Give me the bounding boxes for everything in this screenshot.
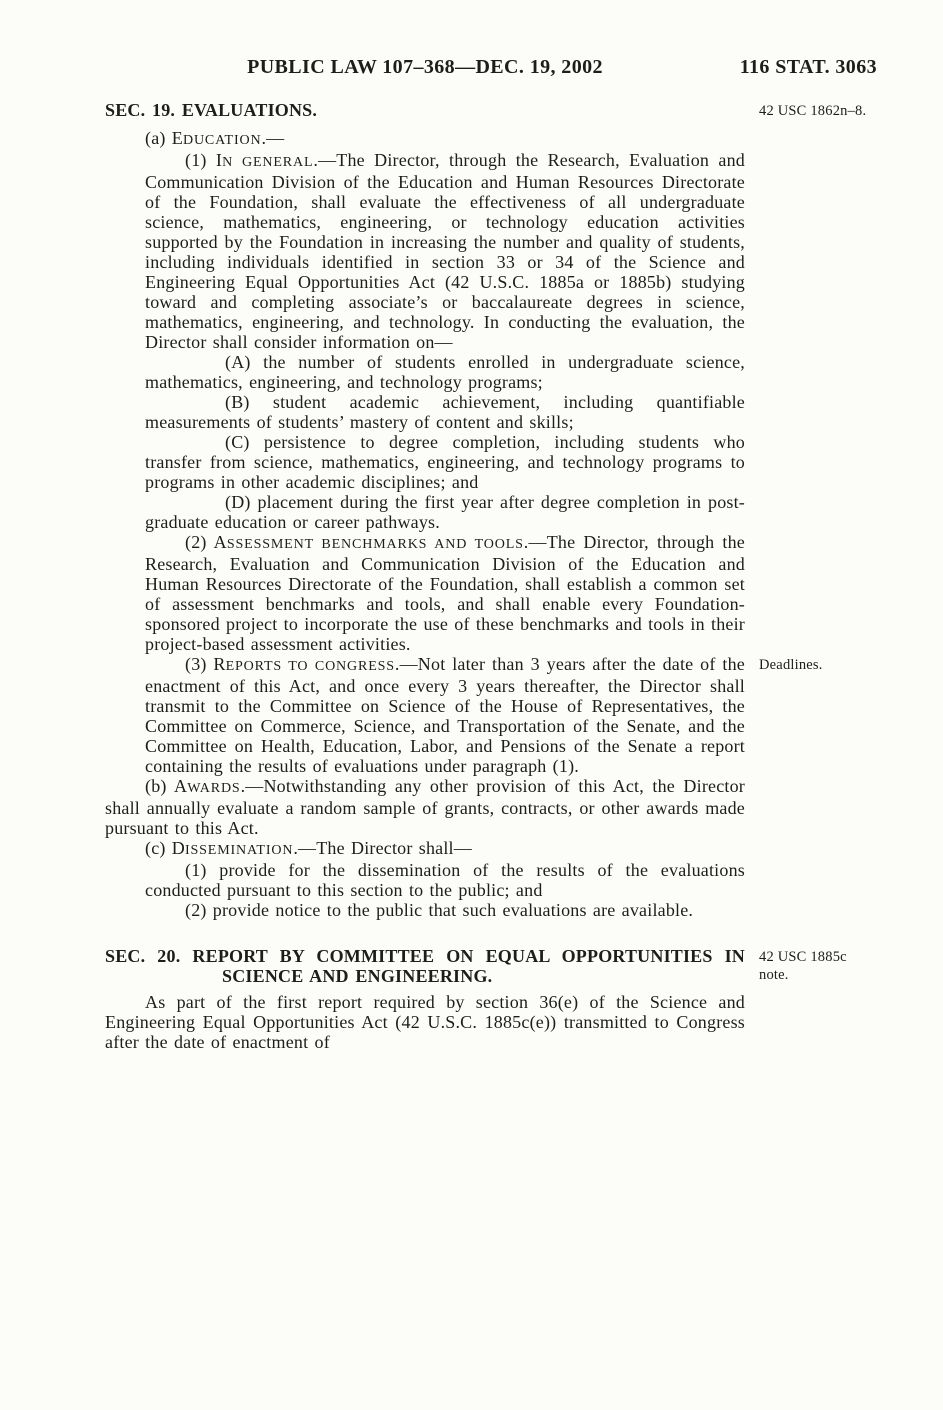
deadlines-note-cell xyxy=(759,654,877,776)
paragraph-a1-row xyxy=(105,150,877,352)
paragraph-a3 xyxy=(145,654,745,776)
law-title: PUBLIC LAW 107–368—DEC. 19, 2002 xyxy=(247,56,603,78)
small-caps-run: EPORTS TO CONGRESS xyxy=(225,658,395,674)
small-caps-run: DUCATION xyxy=(182,132,262,148)
paragraph-a1-cell xyxy=(105,150,745,352)
paragraph-a3-row xyxy=(105,654,877,776)
para-tail: .—Not later than 3 years after the date of the enactment of this Act, and once every 3 years thereafter, the Director shall transmit to the Committee on Science of the House of Representatives, the Committee on Commerce, Science, and Transportation of the Senate, and the Committee on Health, Education, Labor, and Pensions of the Senate a report containing the results of evaluations under paragraph (1). xyxy=(145,654,745,776)
small-caps-run: SSESSMENT BENCHMARKS AND TOOLS xyxy=(226,536,524,552)
sec19-note-cell xyxy=(759,100,877,128)
subparagraph-a1C-row xyxy=(105,432,877,492)
margin-note-deadlines: Deadlines. xyxy=(759,657,823,673)
sec20-note-cell xyxy=(759,946,877,986)
paragraph-c2-cell xyxy=(105,900,745,920)
subparagraph-a1D-row xyxy=(105,492,877,532)
paragraph-c2-row xyxy=(105,900,877,920)
page-header xyxy=(0,56,943,82)
para-lead: (b) A xyxy=(145,776,188,796)
para-tail: .—Notwithstanding any other provision of this Act, the Director shall annually evaluate a random sample of grants, contracts, or other awards made pursuant to this Act. xyxy=(105,776,745,838)
document-body xyxy=(105,100,877,1052)
subparagraph-a1B-cell xyxy=(105,392,745,432)
para-lead: (3) R xyxy=(185,654,226,674)
para-tail: .—The Director shall— xyxy=(293,838,472,858)
margin-note-usc-1862n-8: 42 USC 1862n–8. xyxy=(759,103,867,119)
sec20-heading-line2: SCIENCE AND ENGINEERING. xyxy=(222,966,493,986)
paragraph-a3-cell xyxy=(105,654,745,776)
subsection-b-cell xyxy=(105,776,745,838)
subparagraph-a1B-row xyxy=(105,392,877,432)
subsection-b-row xyxy=(105,776,877,838)
para-tail: .— xyxy=(261,128,285,148)
sec20-body-cell xyxy=(105,992,745,1052)
sec19-heading-row xyxy=(105,100,877,128)
sec19-heading: SEC. 19. EVALUATIONS. xyxy=(105,100,318,120)
para-tail: .—The Director, through the Research, Evaluation and Communication Division of the Education and Human Resources Directorate of the Foundation, shall establish a common set of assessment benchmarks and tools, and shall enable every Foundation-sponsored project to incorporate the use of these benchmarks and tools in their project-based assessment activities. xyxy=(145,532,745,654)
para-lead: (c) D xyxy=(145,838,185,858)
subsection-a-row xyxy=(105,128,877,150)
paragraph-a2-cell xyxy=(105,532,745,654)
para-tail: .—The Director, through the Research, Evaluation and Communication Division of the Education and Human Resources Directorate of the Foundation, shall evaluate the effectiveness of all undergraduate science, mathematics, engineering, or technology education activities supported by the Foundation in increasing the number and quality of students, including individuals identified in section 33 or 34 of the Science and Engineering Equal Opportunities Act (42 U.S.C. 1885a or 1885b) studying toward and completing associate’s or baccalaureate degrees in science, mathematics, engineering, and technology. In conducting the evaluation, the Director shall consider information on— xyxy=(145,150,745,352)
subparagraph-a1D: (D) placement during the first year after degree completion in post-graduate education or career pathways. xyxy=(145,492,745,532)
margin-note-usc-1885c: 42 USC 1885c xyxy=(759,949,847,965)
paragraph-c1-cell xyxy=(105,860,745,900)
subparagraph-a1D-cell xyxy=(105,492,745,532)
paragraph-a2 xyxy=(145,532,745,654)
sec20-heading-line1: SEC. 20. REPORT BY COMMITTEE ON EQUAL OPPORTUNITIES IN xyxy=(105,946,745,966)
para-lead: (a) E xyxy=(145,128,183,148)
subparagraph-a1B: (B) student academic achievement, including quantifiable measurements of students’ mastery of content and skills; xyxy=(145,392,745,432)
stat-citation: 116 STAT. 3063 xyxy=(739,56,877,78)
subsection-c-row xyxy=(105,838,877,860)
subsection-b xyxy=(105,776,745,838)
paragraph-a2-row xyxy=(105,532,877,654)
subsection-a-cell xyxy=(105,128,745,150)
subparagraph-a1C: (C) persistence to degree completion, including students who transfer from science, mathematics, engineering, and technology programs to programs in other academic disciplines; and xyxy=(145,432,745,492)
para-lead: (1) I xyxy=(185,150,223,170)
small-caps-run: WARDS xyxy=(187,780,241,796)
subparagraph-a1A: (A) the number of students enrolled in undergraduate science, mathematics, engineering, and technology programs; xyxy=(145,352,745,392)
small-caps-run: ISSEMINATION xyxy=(184,842,294,858)
sec20-body-paragraph: As part of the first report required by section 36(e) of the Science and Engineering Equal Opportunities Act (42 U.S.C. 1885c(e)) transmitted to Congress after the date of enactment of xyxy=(105,992,745,1052)
paragraph-c1-row xyxy=(105,860,877,900)
subsection-c-cell xyxy=(105,838,745,860)
sec19-heading-cell xyxy=(105,100,745,128)
margin-note-usc-1885c-note: note. xyxy=(759,967,789,983)
subparagraph-a1A-row xyxy=(105,352,877,392)
sec20-body-row xyxy=(105,992,877,1052)
paragraph-a1 xyxy=(145,150,745,352)
paragraph-c1: (1) provide for the dissemination of the results of the evaluations conducted pursuant to this section to the public; and xyxy=(145,860,745,900)
subsection-c xyxy=(105,838,745,860)
subparagraph-a1C-cell xyxy=(105,432,745,492)
sec20-heading-cell xyxy=(105,946,745,986)
subparagraph-a1A-cell xyxy=(105,352,745,392)
paragraph-c2: (2) provide notice to the public that such evaluations are available. xyxy=(185,900,694,920)
small-caps-run: N GENERAL xyxy=(222,154,314,170)
sec20-heading-row xyxy=(105,946,877,986)
para-lead: (2) A xyxy=(185,532,227,552)
subsection-a xyxy=(105,128,745,150)
